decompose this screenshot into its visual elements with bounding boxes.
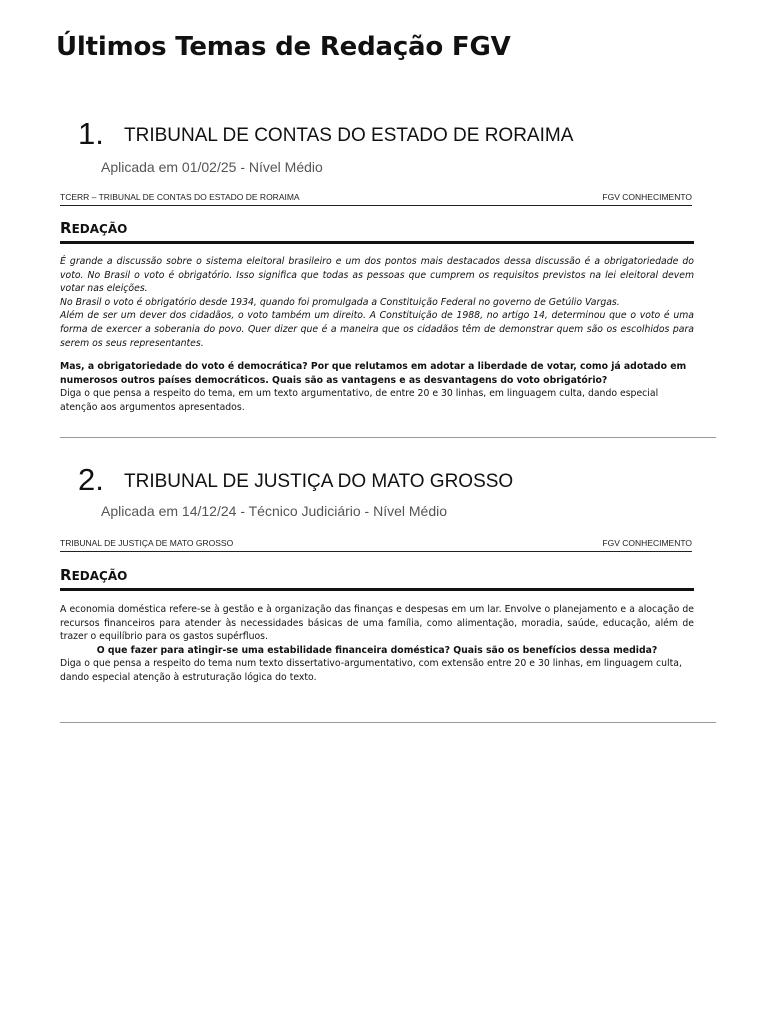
section-2-redacao-rest: EDAÇÃO — [71, 569, 128, 583]
section-1-title: TRIBUNAL DE CONTAS DO ESTADO DE RORAIMA — [124, 125, 574, 146]
section-2-question: O que fazer para atingir-se uma estabilidade financeira doméstica? Quais são os benefícios dessa medida? — [96, 644, 658, 656]
section-2-heading — [78, 462, 513, 498]
section-1-question: Mas, a obrigatoriedade do voto é democrática? Por que relutamos em adotar a liberdade de votar, como já adotado em numerosos outros países democráticos. Quais são as vantagens e as desvantagens do voto obrigatório? — [60, 361, 687, 386]
section-2-instruction: Diga o que pensa a respeito do tema num texto dissertativo-argumentativo, com extensão entre 20 e 30 linhas, em linguagem culta, dando especial atenção à estruturação lógica do texto. — [60, 658, 682, 683]
section-1-exam-header-left: TCERR – TRIBUNAL DE CONTAS DO ESTADO DE RORAIMA — [60, 192, 300, 202]
section-1-instruction: Diga o que pensa a respeito do tema, em um texto argumentativo, de entre 20 e 30 linhas, em linguagem culta, dando especial atenção aos argumentos apresentados. — [60, 388, 659, 413]
section-1-paragraph: No Brasil o voto é obrigatório desde 1934, quando foi promulgada a Constituição Federal no governo de Getúlio Vargas. — [60, 296, 620, 308]
section-1-paragraph: Além de ser um dever dos cidadãos, o voto também um direito. A Constituição de 1988, no artigo 14, determinou que o voto é uma forma de exercer a soberania do povo. Quer dizer que é a maneira que os cidadãos têm de demonstrar quem são os escolhidos para serem os seus representantes. — [60, 310, 694, 349]
section-1-paragraph: É grande a discussão sobre o sistema eleitoral brasileiro e um dos pontos mais destacados dessa discussão é a obrigatoriedade do voto. No Brasil o voto é obrigatório. Isso significa que todas as pessoas que cumprem os requisitos previstos na lei eleitoral devem votar nas eleições. — [60, 256, 694, 295]
section-divider — [60, 722, 716, 723]
section-1-exam-header — [60, 192, 692, 206]
section-1-number: 1. — [78, 116, 104, 151]
section-2-redacao-heading — [60, 565, 694, 591]
section-1-heading — [78, 116, 573, 152]
section-2-paragraph: A economia doméstica refere-se à gestão e à organização das finanças e despesas em um lar. Envolve o planejamento e a alocação de recursos financeiros para atender às necessidades básicas de uma família, como alimentação, moradia, saúde, educação, além de trazer o equilíbrio para os gastos supérfluos. — [60, 604, 694, 643]
section-2-exam-header — [60, 538, 692, 552]
section-1-exam-header-right: FGV CONHECIMENTO — [602, 192, 692, 202]
section-2-redacao-initial: R — [60, 566, 72, 584]
section-1-redacao-rest: EDAÇÃO — [71, 222, 128, 236]
section-1-redacao-initial: R — [60, 219, 72, 237]
section-2-body — [60, 603, 694, 685]
section-divider — [60, 437, 716, 438]
section-1-subtitle: Aplicada em 01/02/25 - Nível Médio — [101, 159, 323, 175]
section-2-number: 2. — [78, 462, 104, 497]
section-1-redacao-heading — [60, 218, 694, 244]
section-2-title: TRIBUNAL DE JUSTIÇA DO MATO GROSSO — [124, 471, 514, 492]
section-1-body — [60, 255, 694, 415]
section-2-exam-header-left: TRIBUNAL DE JUSTIÇA DE MATO GROSSO — [60, 538, 234, 548]
section-2-exam-header-right: FGV CONHECIMENTO — [602, 538, 692, 548]
section-2-subtitle: Aplicada em 14/12/24 - Técnico Judiciário - Nível Médio — [101, 503, 448, 519]
page-title: Últimos Temas de Redação FGV — [56, 32, 511, 62]
